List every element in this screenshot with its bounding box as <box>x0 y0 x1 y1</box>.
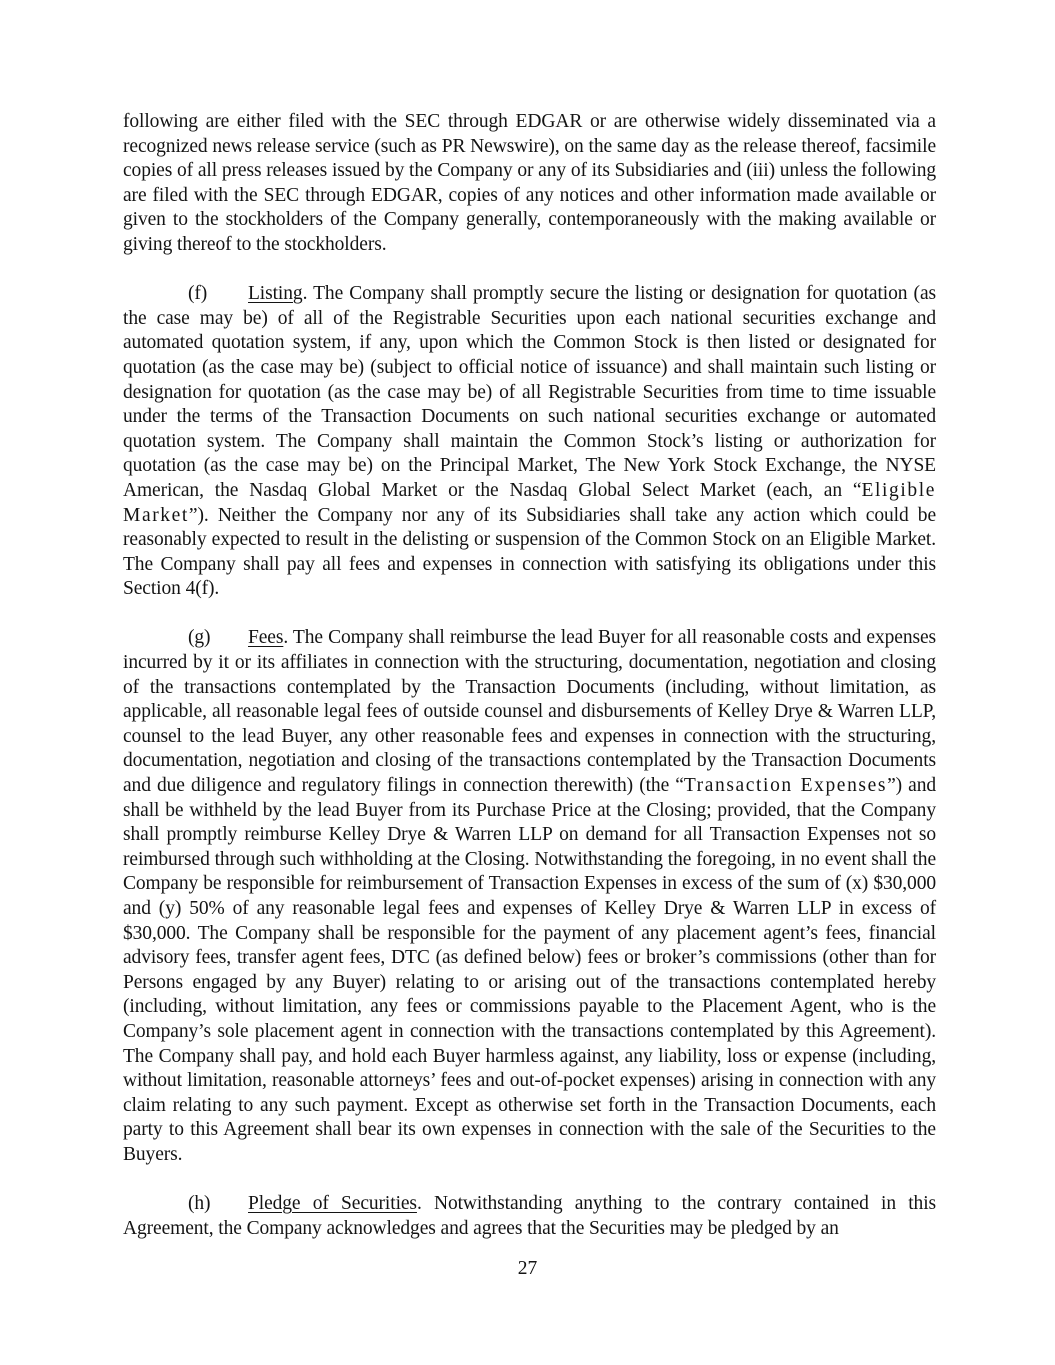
paragraph-text: ”). Neither the Company nor any of its Subsidiaries shall take any action which could be reasonably expected to result in the delisting or suspension of the Common Stock on an Eligible Market. The Company shall pay all fees and expenses in connection with satisfying its obligations under this Section 4(f). <box>123 504 936 600</box>
paragraph-2 <box>123 282 936 602</box>
paragraph-text: following are either filed with the SEC through EDGAR or are otherwise widely disseminated via a recognized news release service (such as PR Newswire), on the same day as the release thereof, facsimile copies of all press releases issued by the Company or any of its Subsidiaries and (iii) unless the following are filed with the SEC through EDGAR, copies of any notices and other information made available or given to the stockholders of the Company generally, contemporaneously with the making available or giving thereof to the stockholders. <box>123 111 936 255</box>
page-number: 27 <box>517 1258 538 1279</box>
paragraph-text: . The Company shall promptly secure the listing or designation for quotation (as the case may be) of all of the Registrable Securities upon each national securities exchange and automated quotation system, if any, upon which the Common Stock is then listed or designated for quotation (as the case may be) (subject to official notice of issuance) and shall maintain such listing or designation for quotation (as the case may be) of all Registrable Securities from time to time issuable under the terms of the Transaction Documents on such national securities exchange or automated quotation system. The Company shall maintain the Common Stock’s listing or authorization for quotation (as the case may be) on the Principal Market, The New York Stock Exchange, the NYSE American, the Nasdaq Global Market or the Nasdaq Global Select Market (each, an “ <box>123 283 936 501</box>
paragraph-1 <box>123 110 936 258</box>
paragraph-label: (f) <box>188 283 208 305</box>
defined-term: Transaction Expenses <box>683 775 888 797</box>
paragraph-text: . Notwithstanding anything to the contrary contained in this Agreement, the Company acknowledges and agrees that the Securities may be pledged by an <box>123 1193 936 1239</box>
paragraph-text: ”) and shall be withheld by the lead Buyer from its Purchase Price at the Closing; provided, that the Company shall promptly reimburse Kelley Drye & Warren LLP on demand for all Transaction Expenses not so reimbursed through such withholding at the Closing. Notwithstanding the foregoing, in no event shall the Company be responsible for reimbursement of Transaction Expenses in excess of the sum of (x) $30,000 and (y) 50% of any reasonable legal fees and expenses of Kelley Drye & Warren LLP in excess of $30,000. The Company shall be responsible for the payment of any placement agent’s fees, financial advisory fees, transfer agent fees, DTC (as defined below) fees or broker’s commissions (other than for Persons engaged by any Buyer) relating to or arising out of the transactions contemplated hereby (including, without limitation, any fees or commissions payable to the Placement Agent, who is the Company’s sole placement agent in connection with the transactions contemplated by this Agreement). The Company shall pay, and hold each Buyer harmless against, any liability, loss or expense (including, without limitation, reasonable attorneys’ fees and out-of-pocket expenses) arising in connection with any claim relating to any such payment. Except as otherwise set forth in the Transaction Documents, each party to this Agreement shall bear its own expenses in connection with the sale of the Securities to the Buyers. <box>123 775 936 1165</box>
section-heading: Pledge of Securities <box>248 1193 417 1215</box>
paragraph-4 <box>123 1192 936 1241</box>
document-body <box>123 110 936 1266</box>
paragraph-text: . The Company shall reimburse the lead Buyer for all reasonable costs and expenses incurred by it or its affiliates in connection with the structuring, documentation, negotiation and closing of the transactions contemplated by the Transaction Documents (including, without limitation, as applicable, all reasonable legal fees of outside counsel and disbursements of Kelley Drye & Warren LLP, counsel to the lead Buyer, any other reasonable fees and expenses in connection with the structuring, documentation, negotiation and closing of the transactions contemplated by the Transaction Documents and due diligence and regulatory filings in connection therewith) (the “ <box>123 627 936 797</box>
defined-term: Eligible Market <box>123 479 936 526</box>
paragraph-3 <box>123 626 936 1167</box>
section-heading: Listing <box>248 283 303 305</box>
paragraph-label: (g) <box>188 627 211 649</box>
section-heading: Fees <box>248 627 284 649</box>
paragraph-label: (h) <box>188 1193 211 1215</box>
